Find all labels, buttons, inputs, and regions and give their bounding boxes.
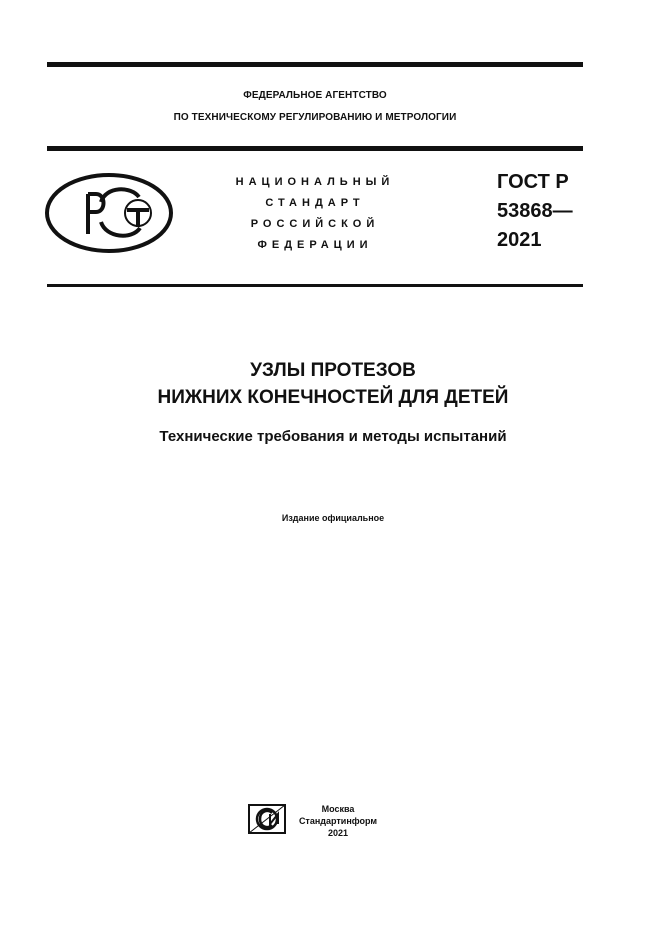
top-rule [47,62,583,67]
standard-type [210,172,420,256]
header-rule [47,146,583,151]
document-title [47,357,619,411]
standard-type-line: РОССИЙСКОЙ [250,218,380,230]
title-line-1: УЗЛЫ ПРОТЕЗОВ [250,360,416,381]
publisher-city: Москва [321,804,355,814]
standard-type-line: НАЦИОНАЛЬНЫЙ [235,176,395,188]
standartinform-logo-icon [248,804,286,834]
edition-label: Издание официальное [281,513,385,523]
designation-line-2: 53868— [497,200,573,222]
designation-line-3: 2021 [497,229,542,251]
publisher-name: Стандартинформ [298,816,378,826]
publisher-block [292,803,384,839]
document-subtitle: Технические требования и методы испытаний [159,428,507,445]
designation-line-1: ГОСТ Р [497,171,569,193]
standard-type-line: СТАНДАРТ [265,197,365,209]
section-rule [47,284,583,287]
title-line-2: НИЖНИХ КОНЕЧНОСТЕЙ ДЛЯ ДЕТЕЙ [157,387,509,408]
standard-designation [497,168,573,255]
gost-r-logo-icon [44,172,174,254]
agency-line-2: ПО ТЕХНИЧЕСКОМУ РЕГУЛИРОВАНИЮ И МЕТРОЛОГИИ [173,112,457,123]
standard-type-line: ФЕДЕРАЦИИ [257,239,373,251]
agency-line-1: ФЕДЕРАЛЬНОЕ АГЕНТСТВО [243,90,387,101]
publisher-year: 2021 [327,828,349,838]
